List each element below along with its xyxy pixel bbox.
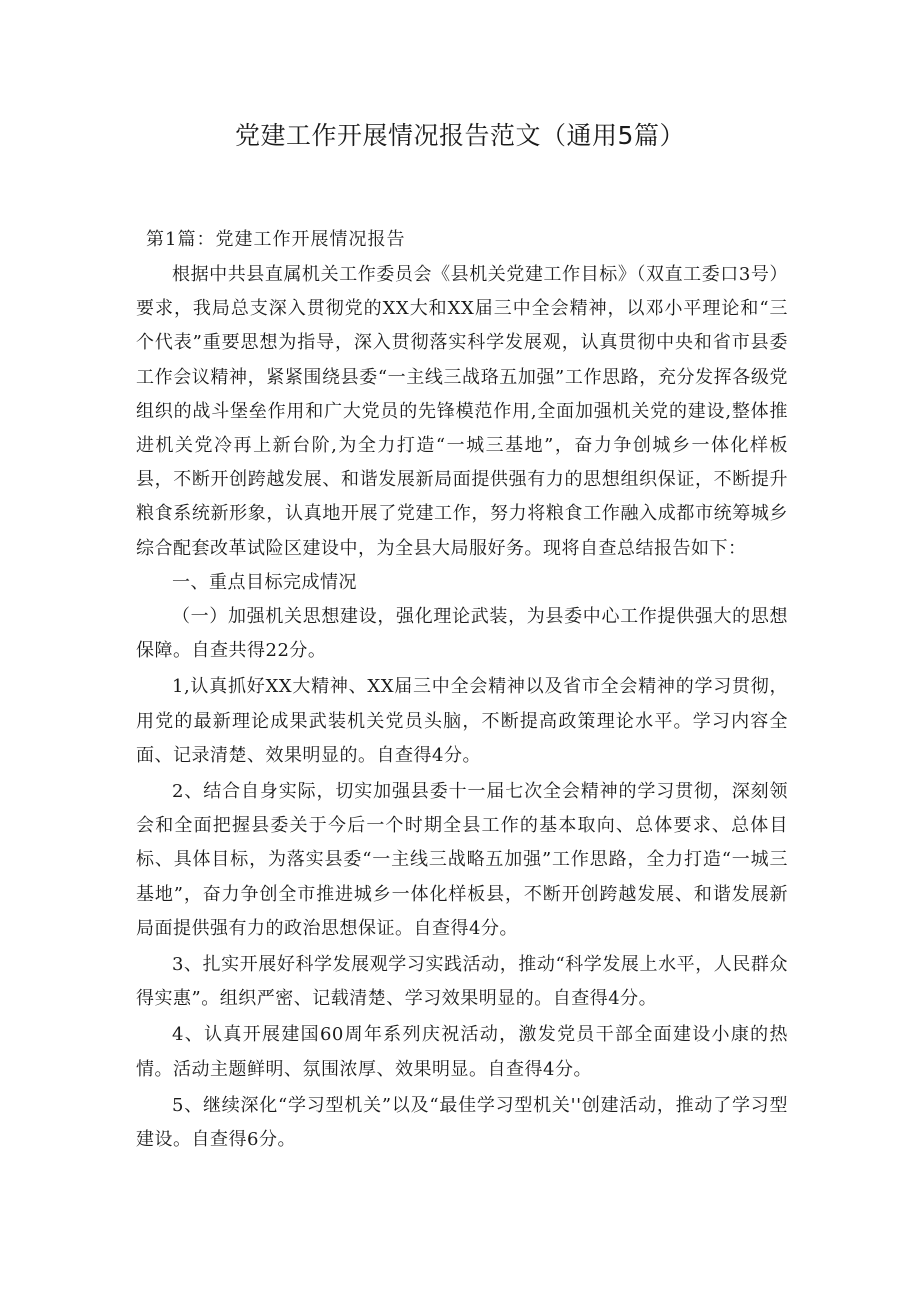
paragraph-intro: 根据中共县直属机关工作委员会《县机关党建工作目标》（双直工委口3号）要求，我局总支深入贯彻党的XX大和XX届三中全会精神，以邓小平理论和“三个代表”重要思想为指导，深入贯彻落实科学发展观，认真贯彻中央和省市县委工作会议精神，紧紧围绕县委“一主线三战珞五加强”工作思路，充分发挥各级党组织的战斗堡垒作用和广大党员的先锋模范作用,全面加强机关党的建设,整体推进机关党冷再上新台阶,为全力打造“一城三基地”，奋力争创城乡一体化样板县，不断开创跨越发展、和谐发展新局面提供强有力的思想组织保证，不断提升粮食系统新形象，认真地开展了党建工作，努力将粮食工作融入成都市统筹城乡综合配套改革试险区建设中，为全县大局服好务。现将自查总结报告如下： bbox=[136, 264, 788, 559]
section-heading: 第1篇：党建工作开展情况报告 bbox=[146, 229, 406, 250]
paragraph-subsection-1: （一）加强机关思想建设，强化理论武装，为县委中心工作提供强大的思想保障。自查共得22分。 bbox=[136, 606, 788, 662]
document-title: 党建工作开展情况报告范文（通用5篇） bbox=[235, 121, 685, 150]
paragraph-item-3: 3、扎实开展好科学发展观学习实践活动，推动“科学发展上水平，人民群众得实惠”。组织严密、记载清楚、学习效果明显的。自查得4分。 bbox=[136, 954, 788, 1010]
paragraph-item-1: 1,认真抓好XX大精神、XX届三中全会精神以及省市全会精神的学习贯彻，用党的最新理论成果武装机关党员头脑，不断提高政策理论水平。学习内容全面、记录清楚、效果明显的。自查得4分。 bbox=[136, 676, 788, 766]
paragraph-item-4: 4、认真开展建国60周年系列庆祝活动，激发党员干部全面建设小康的热情。活动主题鲜明、氛围浓厚、效果明显。自查得4分。 bbox=[136, 1024, 788, 1080]
document-body bbox=[136, 222, 788, 1157]
paragraph-item-5: 5、继续深化“学习型机关”以及“最佳学习型机关''创建活动，推动了学习型建设。自查得6分。 bbox=[136, 1094, 788, 1151]
paragraph-item-2: 2、结合自身实际，切实加强县委十一届七次全会精神的学习贯彻，深刻领会和全面把握县委关于今后一个时期全县工作的基本取向、总体要求、总体目标、具体目标，为落实县委“一主线三战略五加强”工作思路，全力打造“一城三基地”，奋力争创全市推进城乡一体化样板县，不断开创跨越发展、和谐发展新局面提供强有力的政治思想保证。自查得4分。 bbox=[136, 781, 788, 939]
paragraph-heading-targets: 一、重点目标完成情况 bbox=[172, 571, 357, 593]
